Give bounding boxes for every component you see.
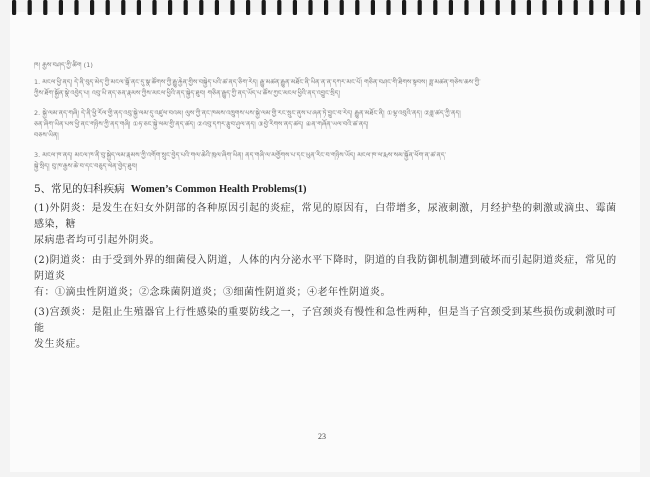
paragraph-cervicitis xyxy=(34,305,624,353)
binding-ring xyxy=(386,0,390,15)
tibetan-paragraph-1 xyxy=(34,77,624,99)
binding-ring xyxy=(355,0,359,15)
binding-ring xyxy=(371,0,375,15)
paragraph-line: (3)宫颈炎：是阻止生殖器官上行性感染的重要防线之一，子宫颈炎有慢性和急性两种，但是当子宫颈受到某些损伤或刺激时可能 xyxy=(34,307,617,334)
binding-ring xyxy=(74,0,78,15)
binding-ring xyxy=(59,0,63,15)
binding-ring xyxy=(620,0,624,15)
binding-ring xyxy=(262,0,266,15)
spiral-binding xyxy=(0,0,650,18)
binding-ring xyxy=(636,0,640,15)
binding-ring xyxy=(246,0,250,15)
binding-ring xyxy=(28,0,32,15)
binding-ring xyxy=(43,0,47,15)
paragraph-vulvitis xyxy=(34,201,624,249)
binding-ring xyxy=(308,0,312,15)
binding-ring xyxy=(12,0,16,15)
binding-ring xyxy=(324,0,328,15)
binding-ring xyxy=(574,0,578,15)
binding-ring xyxy=(199,0,203,15)
binding-ring xyxy=(418,0,422,15)
binding-ring xyxy=(184,0,188,15)
tibetan-line: 3. མངལ་ཁ་ནད། མངལ་ཁ་ནི་བུ་སྐྱེད་ལམ་རྣམས་ཀྱི་འགོག་སྲུང་བྱེད་པའི་གལ་ཆེའི་ཁུལ་ཞིག་ཡིན། ནད་གཞི་ལ་མགྱོགས་པ་དང་ཡུན་རིང་བ་གཉིས་ཡོད། མངལ་ཁ་ལ་རྨས་སམ་སྐྱོན་ཕོག་ན་ཚ་ནད་ xyxy=(34,151,447,159)
tibetan-line: 1. མངལ་ཕྱི་ནད། དེ་ནི་བུད་མེད་ཀྱི་མངལ་སྒོ་ནང་དུ་སྣ་ཚོགས་ཀྱི་རྒྱུ་རྐྱེན་གྱིས་བསྐྱེད་པའི་ཚ་ནད་ཅིག་རེད། རྒྱུ་མཚན་རྒྱུན་མཐོང་ནི་ཡིན་ན་ན་དཀར་མང་པོ། གཅིན་བཤང་གི་ཐིགས་སྟབས། ཟླ་མཚན་གཅེས་ཆས་ཀྱི་ xyxy=(34,78,481,86)
tibetan-paragraph-3 xyxy=(34,150,624,172)
binding-ring xyxy=(340,0,344,15)
binding-ring xyxy=(558,0,562,15)
binding-ring xyxy=(464,0,468,15)
binding-ring xyxy=(433,0,437,15)
paragraph-line: (1)外阴炎：是发生在妇女外阴部的各种原因引起的炎症，常见的原因有，白带增多，尿液刺激，月经护垫的刺激或滴虫、霉菌感染，糖 xyxy=(34,203,617,230)
section-title-english: Women’s Common Health Problems(1) xyxy=(130,184,307,195)
paragraph-line: 尿病患者均可引起外阴炎。 xyxy=(34,235,160,246)
tibetan-heading: ཁ། རྒྱས་བཤད་ཀྱི་ཚིག (1) xyxy=(34,61,94,69)
binding-ring xyxy=(402,0,406,15)
binding-ring xyxy=(496,0,500,15)
binding-ring xyxy=(230,0,234,15)
tibetan-paragraph-2 xyxy=(34,108,624,141)
binding-ring xyxy=(152,0,156,15)
paragraph-line: 有：①滴虫性阴道炎；②念珠菌阴道炎；③细菌性阴道炎；④老年性阴道炎。 xyxy=(34,287,391,298)
binding-ring xyxy=(480,0,484,15)
paragraph-line: 发生炎症。 xyxy=(34,339,87,350)
page-number: 23 xyxy=(318,432,326,441)
tibetan-line: 2. སྐྱེ་ལམ་ནད་གཞི། དེ་ནི་ཕྱི་རོལ་གྱི་ནད་འབུ་སྐྱེ་ལམ་དུ་འཛུལ་བའམ། ལུས་ཀྱི་ནང་ཁམས་འཁྲུགས་པས་སྐྱེ་ལམ་གྱི་རང་སྲུང་ནུས་པ་ཞན་ཏེ་བྱུང་བ་རེད། རྒྱུན་མཐོང་ནི། ①ལྷ་འབུའི་ནད། ②ཟླ་ཚད་ཀྱི་ནད། xyxy=(34,109,461,117)
binding-ring xyxy=(106,0,110,15)
binding-ring xyxy=(168,0,172,15)
tibetan-line: ཅན་ཞིག་ཡིན་པས་ཕྱི་ནང་གཉིས་ཀྱི་ནད་གཞི། ①ཧ་ཅང་སྐྱེ་ལམ་གྱི་ནད་ཚད། ②འབུ་དཀར་རྩུབ་ཤུལ་ནད། ③བྱེ་རིགས་ནད་ཚད། ④ན་གཞོན་ཡལ་བའི་ཚ་ནད། xyxy=(34,120,369,128)
binding-ring xyxy=(90,0,94,15)
binding-ring xyxy=(215,0,219,15)
binding-ring xyxy=(277,0,281,15)
binding-ring xyxy=(527,0,531,15)
tibetan-line: སྐྱེ་སྲིད། བུ་ཁ་རྒྱས་ཆེ་བ་དང་བཅུད་ལེན་བྱེད་ཐུབ། xyxy=(34,162,138,170)
binding-ring xyxy=(589,0,593,15)
paragraph-vaginitis xyxy=(34,253,624,301)
binding-ring xyxy=(293,0,297,15)
tibetan-line: བཅས་ཡིན། xyxy=(34,131,59,139)
binding-ring xyxy=(605,0,609,15)
tibetan-line: ཀྱིས་ཐོག་སྐྱོན་སྣེ་འབྱེད་པ། འབུ་ཡི་ནད་ཅན་རྣམས་ཀྱིས་མངལ་ཕྱིའི་ནད་སྐྱེད་ཐུབ། གཅིན་རྒྱུད་ཀྱི་ནད་ཡོད་པ་ཚོས་ཀྱང་མངལ་ཕྱིའི་ནད་འབྱུང་སྲིད། xyxy=(34,89,341,97)
binding-ring xyxy=(137,0,141,15)
binding-ring xyxy=(121,0,125,15)
binding-ring xyxy=(542,0,546,15)
binding-ring xyxy=(449,0,453,15)
paragraph-line: (2)阴道炎：由于受到外界的细菌侵入阴道，人体的内分泌水平下降时，阴道的自我防御机制遭到破坏而引起阴道炎症，常见的阴道炎 xyxy=(34,255,617,282)
binding-ring xyxy=(511,0,515,15)
section-title-chinese: 5、常见的妇科疾病 xyxy=(34,183,125,195)
section-title xyxy=(34,181,624,196)
page-content xyxy=(34,60,624,357)
